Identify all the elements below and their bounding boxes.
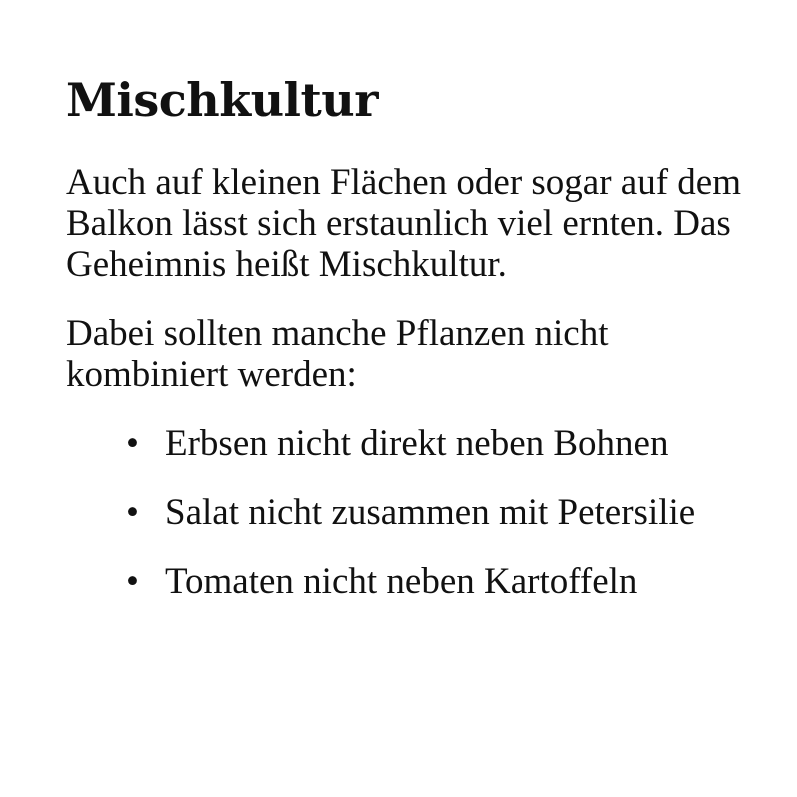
bullet-icon: • bbox=[126, 492, 139, 533]
bullet-icon: • bbox=[126, 561, 139, 602]
list-item bbox=[66, 423, 766, 464]
document-page bbox=[66, 70, 766, 602]
list-intro-paragraph: Dabei sollten manche Pflanzen nicht kombiniert werden: bbox=[66, 313, 609, 395]
list-item bbox=[66, 492, 766, 533]
plant-combination-list bbox=[66, 423, 766, 602]
list-item-text: Tomaten nicht neben Kartoffeln bbox=[165, 561, 638, 602]
list-item bbox=[66, 561, 766, 602]
page-title: Mischkultur bbox=[66, 73, 378, 127]
list-item-text: Erbsen nicht direkt neben Bohnen bbox=[165, 423, 669, 464]
bullet-icon: • bbox=[126, 423, 139, 464]
intro-paragraph: Auch auf kleinen Flächen oder sogar auf dem Balkon lässt sich erstaunlich viel ernten. Das Geheimnis heißt Mischkultur. bbox=[66, 162, 741, 285]
list-item-text: Salat nicht zusammen mit Petersilie bbox=[165, 492, 696, 533]
